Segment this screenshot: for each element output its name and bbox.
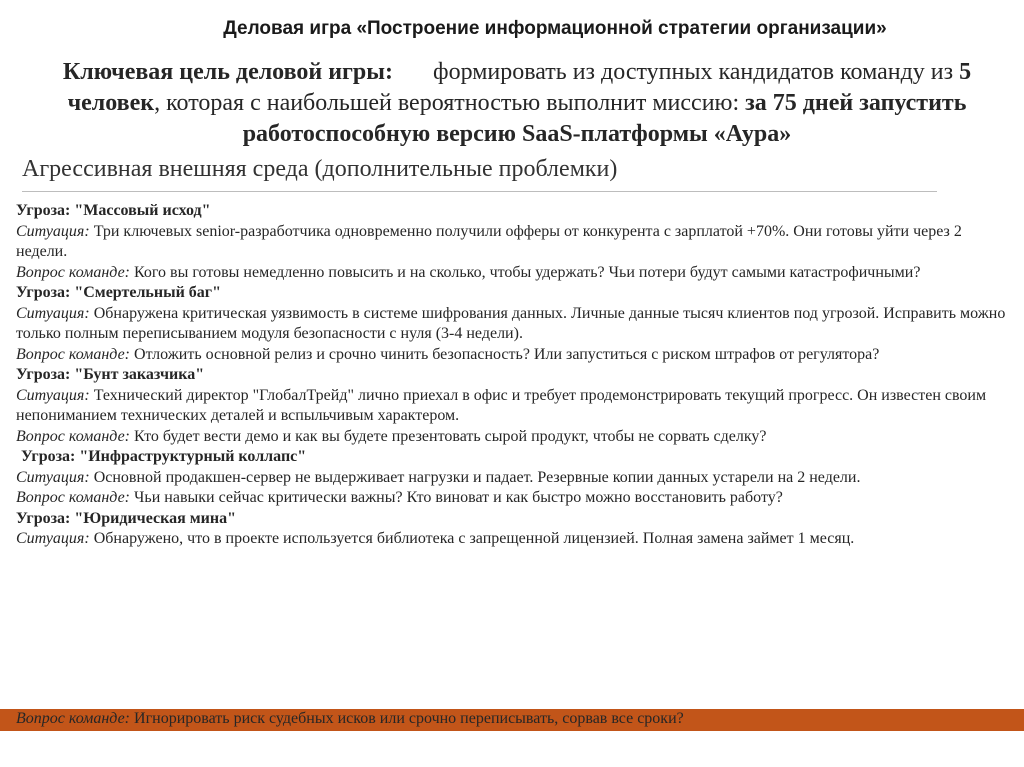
situation-text: Три ключевых senior-разработчика одновременно получили офферы от конкурента с зарплатой +70%. Они готовы уйти через 2 недели. xyxy=(16,222,962,260)
question-text: Чьи навыки сейчас критически важны? Кто виноват и как быстро можно восстановить работу? xyxy=(130,489,783,506)
threat-item xyxy=(16,201,1006,283)
threat-question xyxy=(16,427,1006,448)
threat-title: Угроза: "Инфраструктурный коллапс" xyxy=(21,448,307,465)
situation-text: Обнаружено, что в проекте используется библиотека с запрещенной лицензией. Полная замена займет 1 месяц. xyxy=(89,530,855,547)
situation-label: Ситуация: xyxy=(16,468,90,486)
threat-question xyxy=(16,709,684,730)
threat-title: Угроза: "Смертельный баг" xyxy=(16,284,221,301)
threat-situation xyxy=(16,304,1006,345)
threat-situation xyxy=(16,386,1006,427)
goal-team-size: 5 человек xyxy=(67,59,972,116)
threat-question xyxy=(16,345,1006,366)
threat-item xyxy=(16,283,1006,365)
threat-situation xyxy=(16,529,1006,550)
goal-text-1: формировать из доступных кандидатов команду из xyxy=(433,59,960,85)
divider xyxy=(22,191,937,192)
question-text: Игнорировать риск судебных исков или срочно переписывать, сорвав все сроки? xyxy=(130,710,684,727)
threat-situation xyxy=(16,468,1006,489)
threat-title: Угроза: "Юридическая мина" xyxy=(16,509,236,527)
situation-label: Ситуация: xyxy=(16,530,90,547)
situation-text: Основной продакшен-сервер не выдерживает нагрузки и падает. Резервные копии данных устарели на 2 недели. xyxy=(89,468,861,486)
goal-label: Ключевая цель деловой игры: xyxy=(62,59,394,85)
question-text: Кого вы готовы немедленно повысить и на сколько, чтобы удержать? Чьи потери будут самыми катастрофичными? xyxy=(130,263,921,281)
slide-title: Деловая игра «Построение информационной стратегии организации» xyxy=(223,18,887,39)
threat-item xyxy=(16,509,1006,550)
question-label: Вопрос команде: xyxy=(16,345,131,363)
situation-label: Ситуация: xyxy=(16,222,90,240)
threat-list xyxy=(16,201,1006,550)
situation-text: Технический директор "ГлобалТрейд" лично приехал в офис и требует продемонстрировать текущий прогресс. Он известен своим непониманием технических деталей и вспыльчивым характером. xyxy=(16,386,987,424)
threat-question xyxy=(16,488,1006,509)
threat-situation xyxy=(16,222,1006,263)
situation-label: Ситуация: xyxy=(16,304,90,322)
question-label: Вопрос команде: xyxy=(16,427,131,445)
threat-item xyxy=(16,365,1006,447)
question-label: Вопрос команде: xyxy=(16,710,131,727)
threat-title: Угроза: "Бунт заказчика" xyxy=(16,366,205,383)
goal-mission: за 75 дней запустить работоспособную версию SaaS-платформы «Аура» xyxy=(242,90,967,147)
goal-text-2: , которая с наибольшей вероятностью выполнит миссию: xyxy=(154,90,746,116)
environment-subtitle: Агрессивная внешняя среда (дополнительные проблемки) xyxy=(22,156,618,182)
situation-text: Обнаружена критическая уязвимость в системе шифрования данных. Личные данные тысяч клиентов под угрозой. Исправить можно только полным переписыванием модуля безопасности с нуля (3-4 недели). xyxy=(16,304,1006,342)
situation-label: Ситуация: xyxy=(16,386,90,404)
threat-item xyxy=(16,447,1006,509)
goal-block xyxy=(50,57,984,150)
question-label: Вопрос команде: xyxy=(16,263,131,281)
question-text: Кто будет вести демо и как вы будете презентовать сырой продукт, чтобы не сорвать сделку? xyxy=(130,427,767,445)
question-text: Отложить основной релиз и срочно чинить безопасность? Или запуститься с риском штрафов от регулятора? xyxy=(130,345,880,363)
threat-question xyxy=(16,263,1006,284)
question-label: Вопрос команде: xyxy=(16,489,131,506)
threat-title: Угроза: "Массовый исход" xyxy=(16,202,211,219)
